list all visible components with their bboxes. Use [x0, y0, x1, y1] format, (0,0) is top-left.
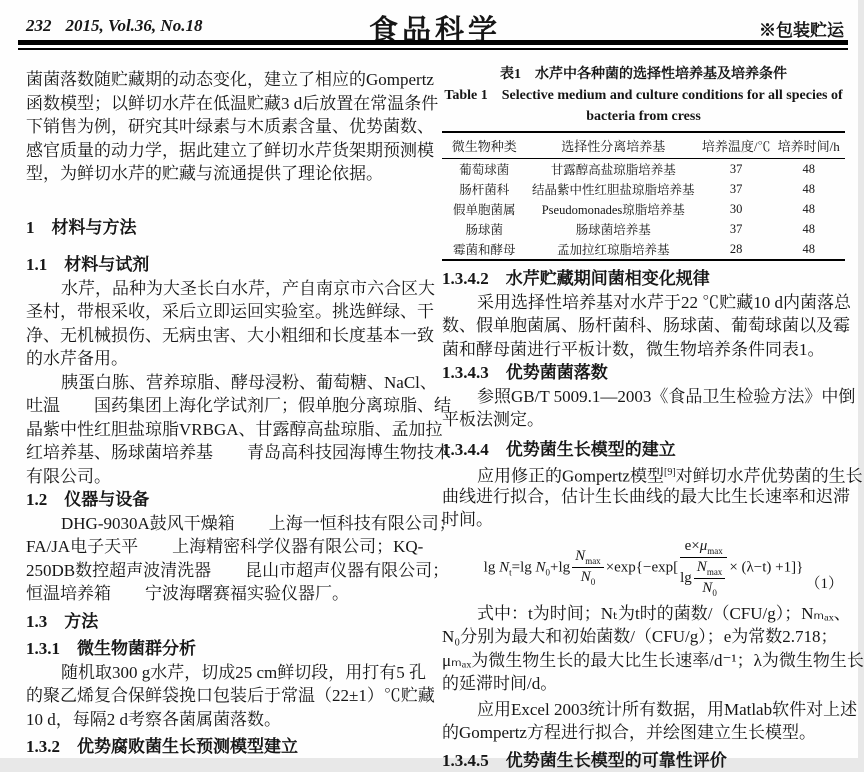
table-row [442, 159, 845, 180]
table-cell: 48 [772, 199, 845, 219]
table-cell: 48 [772, 239, 845, 260]
section-heading-1-3-1: 1.3.1 微生物菌群分析 [26, 637, 429, 661]
table-cell: 肠杆菌科 [442, 179, 527, 199]
text-line: 圣村，带根采收，采后立即运回实验室。挑选鲜绿、干 [26, 300, 429, 324]
table-cell: 30 [700, 199, 773, 219]
equation-body: $\lg N_t=\lg$ $N_0+\lg$ $\frac{N_{max}}{N_0}$ ×exp{−exp[ $e\times\mu_{max}$ lg $\frac{N_{max}}{N_0}$ × (λ−t) +1]} [484, 538, 804, 598]
journal-title: 食品科学 [369, 8, 501, 49]
text-line: 参照GB/T 5009.1—2003《食品卫生检验方法》中倒 [442, 385, 845, 409]
table-title-en: Table 1 Selective medium and culture conditions for all species of [442, 85, 845, 106]
page-number: 232 [26, 16, 52, 35]
table-cell: 28 [700, 239, 773, 260]
table-cell: 37 [700, 219, 773, 239]
section-heading-1-3-4-4: 1.3.4.4 优势菌生长模型的建立 [442, 438, 845, 462]
table-cell: 葡萄球菌 [442, 159, 527, 180]
text-line: 菌和酵母菌进行平板计数，微生物培养条件同表1。 [442, 338, 845, 362]
gompertz-equation [442, 534, 845, 602]
section-heading-1-3-2: 1.3.2 优势腐败菌生长预测模型建立 [26, 735, 429, 759]
table-cell: 假单胞菌属 [442, 199, 527, 219]
table-cell: 37 [700, 179, 773, 199]
table-column-header: 培养时间/h [772, 132, 845, 159]
text-line: 胰蛋白胨、营养琼脂、酵母浸粉、葡萄糖、NaCl、 [26, 371, 429, 395]
two-column-body [26, 62, 845, 772]
section-heading-1-3-4-2: 1.3.4.2 水芹贮藏期间菌相变化规律 [442, 267, 845, 291]
section-heading-1-3: 1.3 方法 [26, 610, 429, 634]
text-line: DHG-9030A鼓风干燥箱 上海一恒科技有限公司； [26, 512, 429, 536]
text-line: 曲线进行拟合，估计生长曲线的最大比生长速率和迟滞 [442, 485, 845, 509]
left-column [26, 62, 429, 772]
text-line: 菌菌落数随贮藏期的动态变化，建立了相应的Gompertz [26, 68, 429, 92]
text-line: 时间。 [442, 508, 845, 532]
table-column-header: 选择性分离培养基 [527, 132, 700, 159]
table-row [442, 239, 845, 260]
table-cell: 霉菌和酵母 [442, 239, 527, 260]
table-cell: 肠球菌 [442, 219, 527, 239]
table-cell: 结晶紫中性红胆盐琼脂培养基 [527, 179, 700, 199]
section-heading-1-1: 1.1 材料与试剂 [26, 253, 429, 277]
text-line-with-ref [442, 461, 845, 485]
section-heading-1-3-4-5: 1.3.4.5 优势菌生长模型的可靠性评价 [442, 749, 845, 772]
header-divider [18, 40, 848, 50]
text-line: 水芹，品种为大圣长白水芹，产自南京市六合区大 [26, 277, 429, 301]
text-line: 函数模型；以鲜切水芹在低温贮藏3 d后放置在常温条件 [26, 92, 429, 116]
text-line: 的延滞时间/d。 [442, 672, 845, 696]
text-line: 随机取300 g水芹，切成25 cm鲜切段，用打有5 孔 [26, 661, 429, 685]
table-cell: 48 [772, 159, 845, 180]
table-header-row [442, 132, 845, 159]
table-row [442, 219, 845, 239]
issue-label: 2015, Vol.36, No.18 [66, 16, 203, 35]
text-line: FA/JA电子天平 上海精密科学仪器有限公司；KQ- [26, 535, 429, 559]
page-header [26, 8, 844, 42]
text-line: 10 d，每隔2 d考察各菌属菌落数。 [26, 708, 429, 732]
text-line: 恒温培养箱 宁波海曙赛福实验仪器厂。 [26, 582, 429, 606]
table-cell: 37 [700, 159, 773, 180]
right-column [442, 62, 845, 772]
data-table [442, 131, 845, 261]
section-heading-1: 1 材料与方法 [26, 216, 429, 240]
text-line: N₀分别为最大和初始菌数/（CFU/g）；e为常数2.718； [442, 625, 845, 649]
equation-number: （1） [805, 572, 843, 593]
text-line: 数、假单胞菌属、肠杆菌科、肠球菌、葡萄球菌以及霉 [442, 314, 845, 338]
table-cell: 48 [772, 219, 845, 239]
text-line: 有限公司。 [26, 465, 429, 489]
text-line: 感官质量的动力学，据此建立了鲜切水芹货架期预测模 [26, 139, 429, 163]
text-line: 净、无机械损伤、无病虫害、大小粗细和长度基本一致 [26, 324, 429, 348]
text-line: 吐温 国药集团上海化学试剂厂；假单胞分离琼脂、结 [26, 394, 429, 418]
text-line: 的聚乙烯复合保鲜袋挽口包装后于常温（22±1）℃贮藏 [26, 684, 429, 708]
table-cell: 肠球菌培养基 [527, 219, 700, 239]
text-line: 的Gompertz方程进行拟合，并绘图建立生长模型。 [442, 721, 845, 745]
table-cell: 甘露醇高盐琼脂培养基 [527, 159, 700, 180]
fraction: $\frac{N_{max}}{N_0}$ [572, 548, 604, 587]
text-line: μₘₐₓ为微生物生长的最大比生长速率/d⁻¹；λ为微生物生长 [442, 649, 845, 673]
table-cell: 48 [772, 179, 845, 199]
text-line: 型，为鲜切水芹的贮藏与流通提供了理论依据。 [26, 162, 429, 186]
header-issue-info [26, 16, 202, 36]
text-line: 下销售为例，研究其叶绿素与木质素含量、优势菌数、 [26, 115, 429, 139]
table-title-en2: bacteria from cress [442, 106, 845, 127]
table-title-zh: 表1 水芹中各种菌的选择性培养基及培养条件 [442, 64, 845, 85]
citation-ref: [9] [664, 467, 676, 478]
table-cell: 孟加拉红琼脂培养基 [527, 239, 700, 260]
text-line: 平板法测定。 [442, 408, 845, 432]
fraction-nested: $\frac{N_{max}}{N_0}$ [694, 559, 726, 598]
table-column-header: 微生物种类 [442, 132, 527, 159]
table-cell: Pseudomonades琼脂培养基 [527, 199, 700, 219]
text-line: 250DB数控超声波清洗器 昆山市超声仪器有限公司； [26, 559, 429, 583]
text-line: 采用选择性培养基对水芹于22 ℃贮藏10 d内菌落总 [442, 291, 845, 315]
table-row [442, 179, 845, 199]
section-heading-1-2: 1.2 仪器与设备 [26, 488, 429, 512]
section-label: ※包装贮运 [759, 16, 844, 41]
text-line: 晶紫中性红胆盐琼脂VRBGA、甘露醇高盐琼脂、孟加拉 [26, 418, 429, 442]
section-heading-1-3-4-3: 1.3.4.3 优势菌菌落数 [442, 361, 845, 385]
text-segment: 应用修正的Gompertz模型 [477, 467, 664, 486]
text-segment: 对鲜切水芹优势菌的生长 [676, 467, 863, 486]
text-line: 应用Excel 2003统计所有数据，用Matlab软件对上述 [442, 698, 845, 722]
text-line: 式中：t为时间；Nₜ为t时的菌数/（CFU/g）；Nₘₐₓ、 [442, 602, 845, 626]
table-row [442, 199, 845, 219]
table-column-header: 培养温度/℃ [700, 132, 773, 159]
spacer [26, 186, 429, 216]
text-line: 的水芹备用。 [26, 347, 429, 371]
fraction: $e\times\mu_{max}$ lg $\frac{N_{max}}{N_0}$ [680, 538, 727, 598]
text-line: 红培养基、肠球菌培养基 青岛高科技园海博生物技术 [26, 441, 429, 465]
